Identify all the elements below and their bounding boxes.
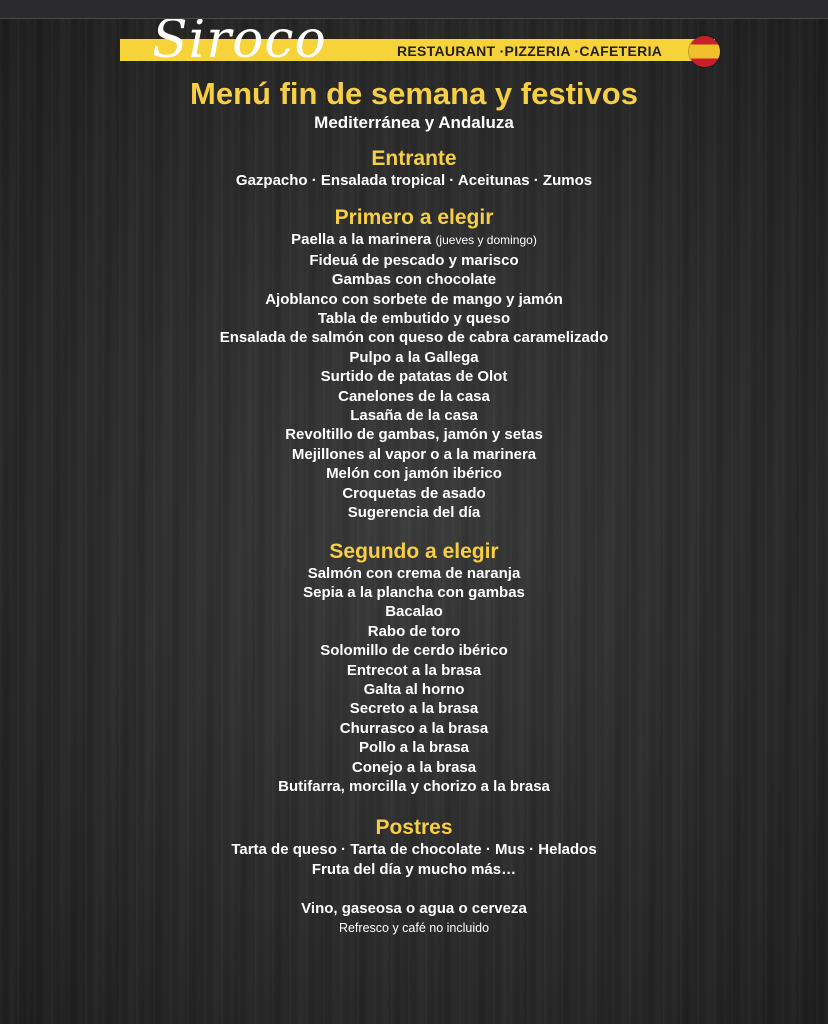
- spain-flag-icon: [689, 36, 720, 67]
- list-item: Surtido de patatas de Olot: [320, 368, 508, 386]
- list-item: Fideuá de pescado y marisco: [309, 251, 519, 269]
- list-item: Lasaña de la casa: [350, 407, 478, 425]
- bebida-line: Vino, gaseosa o agua o cerveza: [301, 900, 527, 918]
- list-item: Salmón con crema de naranja: [307, 564, 521, 582]
- postres-line-1: Tarta de queso · Tarta de chocolate · Mus · Helados: [231, 841, 597, 859]
- list-item: Secreto a la brasa: [349, 700, 479, 718]
- section-segundo-heading: Segundo a elegir: [329, 539, 499, 563]
- section-primero-heading: Primero a elegir: [334, 206, 494, 230]
- primero-list: [0, 230, 828, 522]
- list-item: Mejillones al vapor o a la marinera: [291, 445, 537, 463]
- primero-first-item-note: (jueves y domingo): [435, 233, 537, 248]
- siroco-logo: Siroco: [152, 19, 327, 70]
- list-item: Pulpo a la Gallega: [349, 348, 479, 366]
- list-item: Solomillo de cerdo ibérico: [320, 642, 508, 660]
- menu-page: [0, 19, 828, 1024]
- section-entrante-heading: Entrante: [371, 147, 457, 170]
- list-item: Pollo a la brasa: [358, 739, 470, 757]
- list-item: Conejo a la brasa: [351, 758, 477, 776]
- list-item: Revoltillo de gambas, jamón y setas: [285, 426, 543, 444]
- list-item: Churrasco a la brasa: [339, 719, 489, 737]
- list-item: Bacalao: [385, 603, 443, 621]
- list-item: Ajoblanco con sorbete de mango y jamón: [265, 290, 563, 308]
- list-item: Sugerencia del día: [347, 504, 481, 522]
- bebida-note: Refresco y café no incluido: [338, 920, 490, 935]
- list-item: Sepia a la plancha con gambas: [303, 583, 525, 601]
- browser-top-bar: [0, 0, 828, 19]
- list-item: Ensalada de salmón con queso de cabra caramelizado: [219, 329, 609, 347]
- section-postres-heading: Postres: [375, 816, 453, 840]
- segundo-list: [0, 564, 828, 797]
- list-item: [0, 230, 828, 250]
- menu-content: [0, 75, 828, 937]
- primero-first-item: Paella a la marinera: [291, 231, 432, 249]
- list-item: Canelones de la casa: [338, 387, 490, 405]
- list-item: Melón con jamón ibérico: [326, 465, 502, 483]
- list-item: Tabla de embutido y queso: [317, 310, 511, 328]
- restaurant-tagline: RESTAURANT ·PIZZERIA ·CAFETERIA: [397, 43, 663, 59]
- list-item: Galta al horno: [363, 680, 465, 698]
- menu-subtitle: Mediterránea y Andaluza: [314, 113, 514, 132]
- list-item: Croquetas de asado: [342, 484, 486, 502]
- menu-title: Menú fin de semana y festivos: [190, 76, 638, 111]
- list-item: Butifarra, morcilla y chorizo a la brasa: [278, 777, 550, 795]
- postres-line-2: Fruta del día y mucho más…: [311, 860, 517, 878]
- list-item: Gambas con chocolate: [331, 271, 497, 289]
- list-item: Entrecot a la brasa: [346, 661, 482, 679]
- entrante-line: Gazpacho · Ensalada tropical · Aceitunas · Zumos: [235, 172, 593, 189]
- list-item: Rabo de toro: [367, 622, 461, 640]
